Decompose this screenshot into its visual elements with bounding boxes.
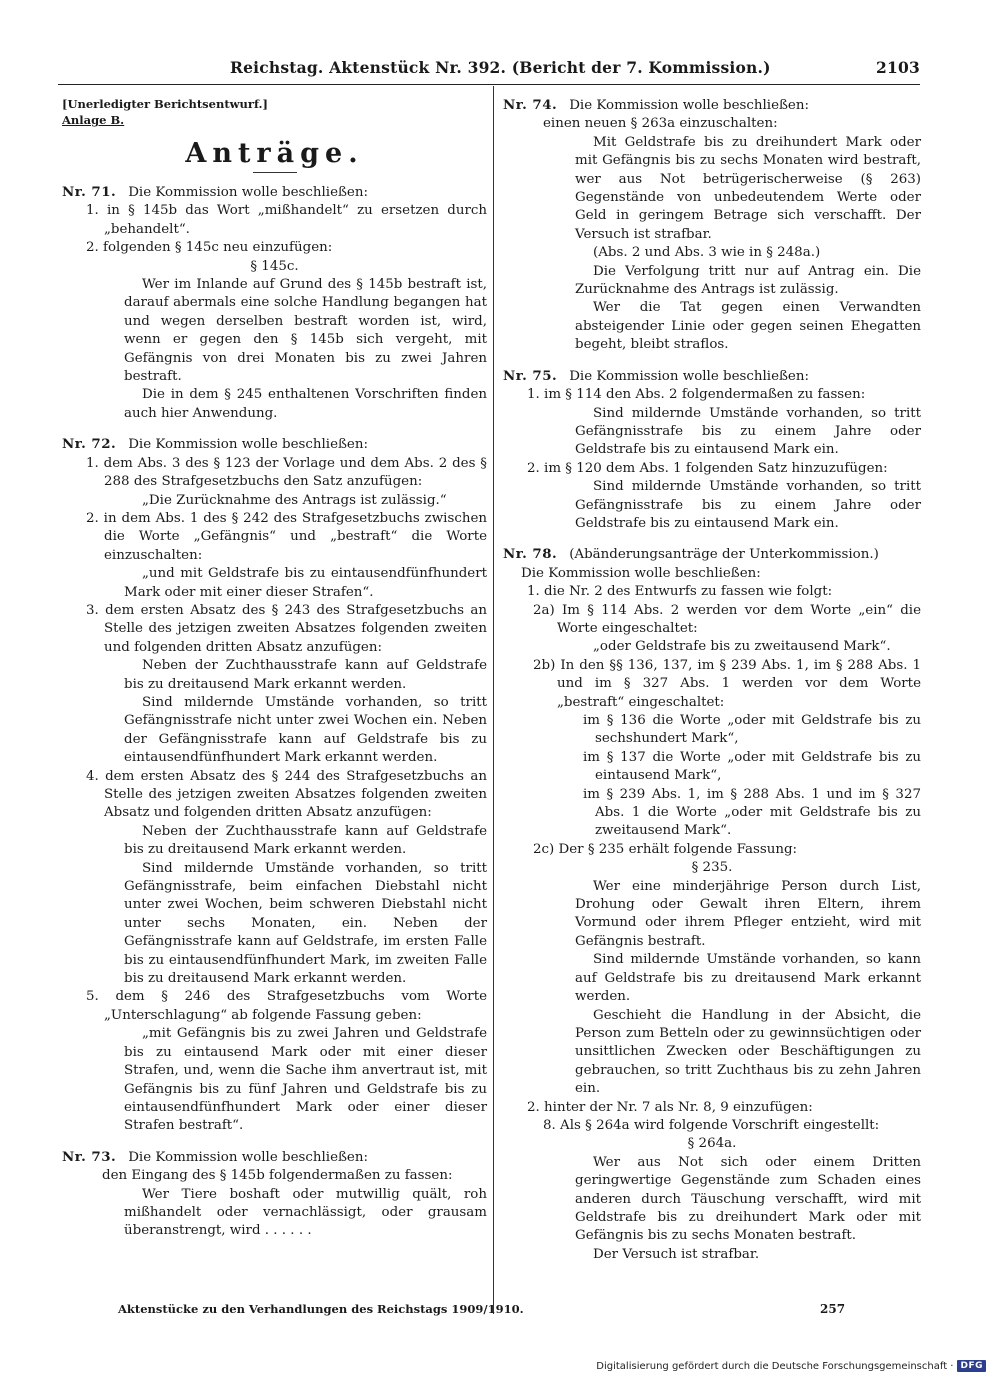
legal-text: Sind mildernde Umstände vorhanden, so tritt Gefängnisstrafe bis zu einem Jahre oder Geldstrafe bis zu eintausend Mark ein. bbox=[575, 405, 921, 458]
motion-72 bbox=[62, 435, 487, 1135]
legal-text: Die Verfolgung tritt nur auf Antrag ein. Die Zurücknahme des Antrags ist zulässig. bbox=[575, 263, 921, 298]
legal-text: Wer im Inlande auf Grund des § 145b bestraft ist, darauf abermals eine solche Handlung begangen hat und wegen derselben bestraft worden ist, wird, wenn er gegen den § 145b sich vergeht, mit Gefängnis von drei Monaten bis zu zwei Jahren bestraft. bbox=[124, 277, 487, 385]
left-column bbox=[62, 96, 487, 1241]
motion-number: Nr. 71. bbox=[62, 184, 117, 200]
motion-74 bbox=[503, 96, 921, 355]
motion-intro: Die Kommission wolle beschließen: bbox=[569, 98, 809, 113]
legal-text: Geschieht die Handlung in der Absicht, die Person zum Betteln oder zu gewinnsüchtigen oder unsittlichen Zwecken oder Beschäftigungen zu gebrauchen, so tritt Zuchthaus bis zu zehn Jahren ein. bbox=[575, 1007, 921, 1097]
legal-text: Wer Tiere boshaft oder mutwillig quält, roh mißhandelt oder vernachlässigt, oder grausam überanstrengt, wird . . . . . . bbox=[124, 1186, 487, 1239]
motion-number: Nr. 75. bbox=[503, 367, 558, 384]
paragraph-number: § 235. bbox=[691, 860, 733, 876]
motion-item: 5. dem § 246 des Strafgesetzbuchs vom Worte „Unterschlagung“ ab folgende Fassung geben: bbox=[86, 989, 487, 1023]
motion-item: 2. folgenden § 145c neu einzufügen: bbox=[86, 240, 333, 256]
motion-item: 1. im § 114 den Abs. 2 folgendermaßen zu fassen: bbox=[527, 387, 866, 403]
legal-text: Der Versuch ist strafbar. bbox=[593, 1246, 760, 1262]
motion-intro: Die Kommission wolle beschließen: bbox=[128, 437, 368, 453]
legal-text: Neben der Zuchthausstrafe kann auf Geldstrafe bis zu dreitausend Mark erkannt werden. bbox=[124, 823, 487, 858]
motion-intro: Die Kommission wolle beschließen: bbox=[521, 565, 761, 581]
motion-subitem: 2a) Im § 114 Abs. 2 werden vor dem Worte „ein“ die Worte eingeschaltet: bbox=[533, 602, 921, 636]
legal-text: im § 136 die Worte „oder mit Geldstrafe bis zu sechshundert Mark“, bbox=[583, 713, 921, 747]
column-divider bbox=[493, 86, 494, 1314]
paragraph-number: § 264a. bbox=[687, 1136, 737, 1152]
annex-label: Anlage B. bbox=[62, 113, 125, 127]
legal-text: Wer eine minderjährige Person durch List, Drohung oder Gewalt ihren Eltern, ihrem Vormund oder ihrem Pfleger entzieht, wird mit Gefängnis bestraft. bbox=[575, 878, 921, 949]
page-header bbox=[230, 58, 920, 77]
legal-text: (Abs. 2 und Abs. 3 wie in § 248a.) bbox=[593, 245, 821, 261]
motion-78 bbox=[503, 545, 921, 1264]
motion-intro: Die Kommission wolle beschließen: bbox=[569, 368, 809, 384]
legal-text: „oder Geldstrafe bis zu zweitausend Mark“. bbox=[593, 639, 891, 655]
motion-intro: Die Kommission wolle beschließen: bbox=[128, 1149, 368, 1165]
motion-73 bbox=[62, 1148, 487, 1241]
motion-subitem: 2c) Der § 235 erhält folgende Fassung: bbox=[533, 841, 798, 857]
motion-item: 1. die Nr. 2 des Entwurfs zu fassen wie folgt: bbox=[527, 584, 833, 600]
legal-text: Wer aus Not sich oder einem Dritten geringwertige Gegenstände zum Schaden eines anderen durch Täuschung verschafft, wird mit Geldstrafe bis zu dreihundert Mark oder mit Gefängnis bis zu sechs Monaten bestraft. bbox=[575, 1154, 921, 1244]
motion-item: 2. im § 120 dem Abs. 1 folgenden Satz hinzuzufügen: bbox=[527, 460, 888, 476]
motion-item: 2. hinter der Nr. 7 als Nr. 8, 9 einzufügen: bbox=[527, 1099, 813, 1115]
footer-page-number: 257 bbox=[820, 1302, 846, 1316]
legal-text: „mit Gefängnis bis zu zwei Jahren und Geldstrafe bis zu eintausend Mark oder mit einer dieser Strafen, und, wenn die Sache ihm anvertraut ist, mit Gefängnis bis zu fünf Jahren und Geldstrafe bis zu eintausendfünfhundert Mark oder einer dieser Strafen bestraft“. bbox=[124, 1026, 487, 1134]
legal-text: Mit Geldstrafe bis zu dreihundert Mark oder mit Gefängnis bis zu sechs Monaten wird bestraft, wer aus Not betrügerischerweise (§ 263) Gegenstände von unbedeutendem Werte oder Geld in geringem Betrage sich verschafft. Der Versuch ist strafbar. bbox=[575, 134, 921, 242]
legal-text: „und mit Geldstrafe bis zu eintausendfünfhundert Mark oder mit einer dieser Strafen“. bbox=[124, 566, 487, 600]
motion-item: 1. in § 145b das Wort „mißhandelt“ zu ersetzen durch „behandelt“. bbox=[86, 203, 487, 237]
section-heading: Anträge. bbox=[185, 138, 364, 169]
motion-number: Nr. 72. bbox=[62, 436, 117, 453]
motion-item: 4. dem ersten Absatz des § 244 des Strafgesetzbuchs an Stelle des jetzigen zweiten Absatzes folgenden zweiten Absatz und folgenden dritten Absatz anzufügen: bbox=[86, 768, 487, 821]
motion-number: Nr. 73. bbox=[62, 1148, 117, 1165]
legal-text: Sind mildernde Umstände vorhanden, so tritt Gefängnisstrafe, beim einfachen Diebstahl nicht unter zwei Wochen, beim schweren Diebstahl nicht unter sechs Monaten, ein. Neben der Gefängnisstrafe kann auf Geldstrafe, im ersten Falle bis zu eintausendfünfhundert Mark, im zweiten Falle bis zu dreitausend Mark erkannt werden. bbox=[124, 860, 487, 987]
motion-75 bbox=[503, 367, 921, 534]
motion-intro: (Abänderungsanträge der Unterkommission.) bbox=[569, 547, 879, 563]
motion-item: einen neuen § 263a einzuschalten: bbox=[543, 116, 778, 132]
motion-subitem: 2b) In den §§ 136, 137, im § 239 Abs. 1, im § 288 Abs. 1 und im § 327 Abs. 1 werden vor dem Worte „bestraft“ eingeschaltet: bbox=[533, 657, 921, 710]
legal-text: im § 239 Abs. 1, im § 288 Abs. 1 und im § 327 Abs. 1 die Worte „oder mit Geldstrafe bis zu zweitausend Mark“. bbox=[583, 786, 921, 839]
motion-item: 1. dem Abs. 3 des § 123 der Vorlage und dem Abs. 2 des § 288 des Strafgesetzbuchs den Satz anzufügen: bbox=[86, 455, 487, 490]
motion-item: den Eingang des § 145b folgendermaßen zu fassen: bbox=[102, 1168, 453, 1184]
funding-credit bbox=[596, 1360, 986, 1372]
legal-text: Sind mildernde Umstände vorhanden, so kann auf Geldstrafe bis zu dreitausend Mark erkannt werden. bbox=[575, 952, 921, 1005]
motion-intro: Die Kommission wolle beschließen: bbox=[128, 185, 368, 200]
status-note: [Unerledigter Berichtsentwurf.] bbox=[62, 97, 268, 111]
legal-text: Die in dem § 245 enthaltenen Vorschriften finden auch hier Anwendung. bbox=[124, 387, 487, 421]
legal-text: „Die Zurücknahme des Antrags ist zulässig.“ bbox=[142, 492, 447, 508]
motion-item: 2. in dem Abs. 1 des § 242 des Strafgesetzbuchs zwischen die Worte „Gefängnis“ und „bestraft“ die Worte einzuschalten: bbox=[86, 510, 487, 563]
motion-subitem: 8. Als § 264a wird folgende Vorschrift eingestellt: bbox=[543, 1117, 880, 1133]
header-title: Reichstag. Aktenstück Nr. 392. (Bericht der 7. Kommission.) bbox=[230, 58, 771, 77]
motion-number: Nr. 78. bbox=[503, 546, 558, 563]
paragraph-number: § 145c. bbox=[250, 258, 299, 274]
legal-text: Sind mildernde Umstände vorhanden, so tritt Gefängnisstrafe bis zu einem Jahre oder Geldstrafe bis zu eintausend Mark ein. bbox=[575, 479, 921, 531]
footer-source: Aktenstücke zu den Verhandlungen des Reichstags 1909/1910. bbox=[118, 1302, 524, 1316]
credit-text: Digitalisierung gefördert durch die Deutsche Forschungsgemeinschaft · bbox=[596, 1360, 954, 1372]
dfg-logo-icon: DFG bbox=[957, 1360, 986, 1372]
motion-71 bbox=[62, 183, 487, 423]
right-column bbox=[503, 96, 921, 1264]
legal-text: Wer die Tat gegen einen Verwandten absteigender Linie oder gegen seinen Ehegatten begeht, bleibt straflos. bbox=[575, 300, 921, 353]
motion-item: 3. dem ersten Absatz des § 243 des Strafgesetzbuchs an Stelle des jetzigen zweiten Absatzes folgenden zweiten und folgenden dritten Absatz anzufügen: bbox=[86, 602, 487, 655]
legal-text: Sind mildernde Umstände vorhanden, so tritt Gefängnisstrafe nicht unter zwei Wochen ein. Neben der Gefängnisstrafe kann auf Geldstrafe bis zu eintausendfünfhundert Mark erkannt werden. bbox=[124, 694, 487, 766]
legal-text: im § 137 die Worte „oder mit Geldstrafe bis zu eintausend Mark“, bbox=[583, 749, 921, 784]
header-rule bbox=[58, 84, 920, 85]
title-rule bbox=[253, 172, 297, 173]
motion-number: Nr. 74. bbox=[503, 97, 558, 113]
page-number: 2103 bbox=[876, 58, 920, 77]
legal-text: Neben der Zuchthausstrafe kann auf Geldstrafe bis zu dreitausend Mark erkannt werden. bbox=[124, 658, 487, 692]
